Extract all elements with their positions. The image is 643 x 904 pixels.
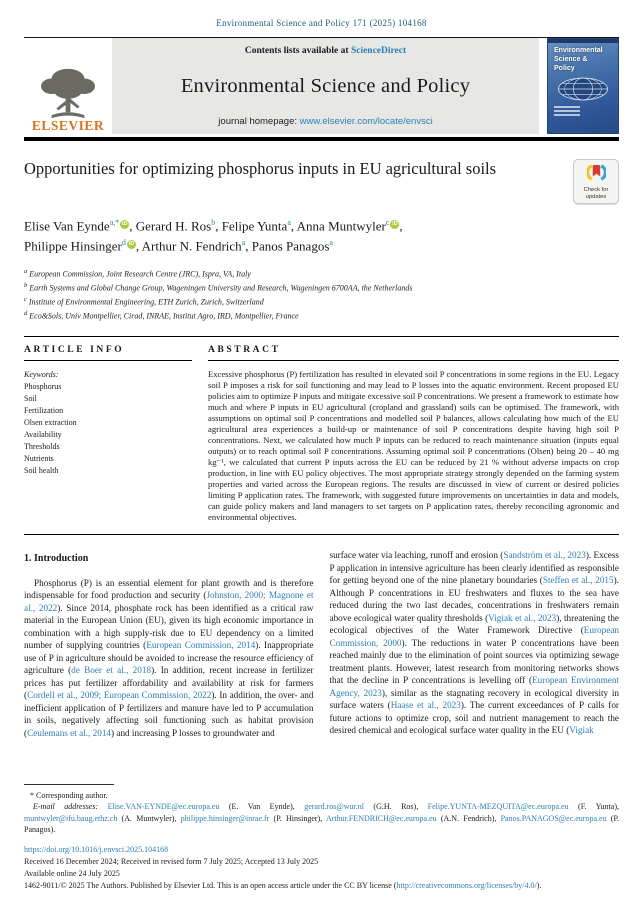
copyright-line: [24, 880, 619, 892]
cover-caption-lines: [548, 106, 580, 118]
text-segment: (A.N. Fendrich),: [436, 813, 501, 823]
orcid-icon[interactable]: iD: [128, 240, 135, 247]
text-segment: ), similar as the stagnating recovery in ecological diversity in surface waters (: [329, 687, 620, 711]
affiliation-item: $^b$ Earth Systems and Global Change Group, Wageningen University and Research, Wageningen 6700AA, the Netherlands: [24, 281, 413, 293]
author-list: [24, 217, 619, 255]
email-addresses: [24, 801, 619, 836]
contents-line: [118, 46, 533, 56]
keyword-item: Phosphorus: [24, 382, 62, 391]
badge-text-line1: Check for: [583, 187, 609, 193]
citation-link[interactable]: de Boer et al., 2018: [71, 665, 152, 676]
email-link[interactable]: gerard.ros@wur.nl: [304, 802, 364, 812]
author-name: Arthur N. Fendrich: [141, 237, 242, 253]
body-left-column: [24, 549, 314, 776]
author-name: Felipe Yunta: [221, 218, 288, 234]
citation-link[interactable]: Cordell et al., 2009; European Commission, 2022: [27, 690, 212, 701]
author-name: Anna Muntwyler: [296, 218, 386, 234]
text-segment: ). In addition, recent increase in fertilizer prices has put fertilizer affordability and availability at risk for farmers (: [24, 665, 314, 701]
sciencedirect-link[interactable]: ScienceDirect: [350, 46, 407, 56]
badge-text-line2: updates: [585, 194, 607, 201]
info-abstract-block: [24, 336, 619, 535]
affiliation-item: $^d$ Eco&Sols, Univ Montpellier, Cirad, INRAE, Institut Agro, IRD, Montpellier, France: [24, 309, 299, 321]
footer-metadata: [24, 844, 619, 892]
text-segment: Phosphorus (P) is an essential element for plant growth and is therefore indispensable for food production and security (: [24, 577, 314, 601]
affiliation-item: $^a$ European Commission, Joint Research Centre (JRC), Ispra, VA, Italy: [24, 267, 251, 279]
keyword-item: Soil health: [24, 466, 59, 475]
text-segment: ), threatening the ecological objectives of the Water Framework Directive (: [329, 612, 620, 636]
text-segment: (F. Yunta),: [568, 802, 619, 812]
author-affiliation-ref: b: [211, 218, 216, 228]
keywords-label: Keywords:: [24, 370, 59, 379]
email-link[interactable]: Arthur.FENDRICH@ec.europa.eu: [325, 813, 437, 823]
affiliation-item: $^c$ Institute of Environmental Engineering, ETH Zurich, Zurich, Switzerland: [24, 295, 264, 307]
orcid-icon[interactable]: iD: [122, 221, 128, 228]
citation-link[interactable]: Vigiak: [569, 725, 594, 736]
check-for-updates-icon: [587, 163, 606, 182]
masthead: [24, 38, 619, 134]
author-separator: ,: [135, 237, 142, 253]
author-affiliation-ref: c: [385, 218, 390, 228]
keyword-item: Nutrients: [24, 454, 54, 463]
citation-link[interactable]: Johnston, 2000; Magnone et al., 2022: [24, 590, 314, 613]
cover-title-line: Policy: [554, 64, 575, 72]
doi-link[interactable]: https://doi.org/10.1016/j.envsci.2025.104168: [24, 845, 169, 854]
text-segment: ). Since 2014, phosphate rock has been identified as a critical raw material in the European Union (EU), given its high economic importance in combination with a high supply-risk due to EU dependency on a limited number of supplying countries (: [24, 602, 314, 651]
cover-title-line: Environmental: [554, 47, 603, 54]
elsevier-logo: [24, 38, 112, 134]
corresponding-author-note: * Corresponding author.: [30, 790, 108, 800]
article-info-column: [24, 345, 192, 523]
author-separator: ,: [129, 218, 136, 234]
text-segment: (P. Panagos).: [24, 813, 619, 835]
text-segment: E-mail addresses:: [33, 802, 108, 812]
journal-cover-image[interactable]: [547, 38, 619, 134]
text-segment: 1462-9011/© 2025 The Authors. Published by Elsevier Ltd. This is an open access article under the CC BY license (: [24, 881, 397, 890]
elsevier-wordmark: ELSEVIER: [31, 118, 105, 133]
author-name: Panos Panagos: [251, 237, 330, 253]
author-affiliation-ref: a: [287, 218, 291, 228]
citation-link[interactable]: European Commission, 2014: [146, 640, 256, 651]
keyword-item: Thresholds: [24, 442, 60, 451]
email-link[interactable]: Panos.PANAGOS@ec.europa.eu: [500, 813, 607, 823]
article-info-heading: ARTICLE INFO: [24, 345, 192, 361]
homepage-link[interactable]: www.elsevier.com/locate/envsci: [299, 116, 433, 127]
author-separator: ,: [290, 218, 297, 234]
license-link[interactable]: http://creativecommons.org/licenses/by/4.0/: [396, 881, 537, 890]
text-segment: (E. Van Eynde),: [219, 802, 305, 812]
cover-title: [548, 47, 603, 73]
body-right-column: [330, 549, 620, 776]
keywords-list: [24, 381, 192, 477]
footnote-block: [24, 784, 619, 836]
keyword-item: Soil: [24, 394, 37, 403]
masthead-banner: [112, 38, 539, 134]
journal-citation-header: Environmental Science and Policy 171 (2025) 104168: [216, 18, 427, 28]
homepage-line: [118, 116, 533, 127]
citation-link[interactable]: European Commission, 2000: [329, 625, 619, 648]
author-name: Elise Van Eynde: [24, 218, 110, 234]
author-affiliation-ref: a: [241, 237, 246, 247]
masthead-bottom-rule: [24, 137, 619, 141]
title-row: [24, 159, 619, 204]
author-affiliation-ref: a,*: [109, 218, 120, 228]
author-affiliation-ref: a: [329, 237, 333, 247]
citation-link[interactable]: Vigiak et al., 2023: [488, 612, 557, 623]
cover-title-line: Science &: [554, 55, 588, 63]
email-link[interactable]: philippe.hinsinger@inrae.fr: [180, 813, 270, 823]
available-online: Available online 24 July 2025: [24, 869, 120, 878]
citation-link[interactable]: European Environment Agency, 2023: [329, 675, 619, 698]
text-segment: ). Inappropriate use of P in agriculture should be avoided to increase the resource efficiency of agriculture (: [24, 640, 314, 676]
keyword-item: Fertilization: [24, 406, 64, 415]
footnote-separator: [24, 784, 114, 785]
author-affiliation-ref: d: [121, 237, 126, 247]
abstract-heading: ABSTRACT: [208, 345, 619, 361]
text-segment: surface water via leaching, runoff and erosion (: [329, 550, 504, 560]
keyword-item: Availability: [24, 430, 62, 439]
author-separator: ,: [399, 218, 403, 234]
author-separator: ,: [245, 237, 252, 253]
text-segment: ). The reductions in water P concentrations have been reached mainly due to the elimination of point sources via optimizing sewage treatment plants. However, latest research from monitoring networks shows that the decline in P concentrations is levelling off (: [329, 637, 619, 686]
section-heading: 1. Introduction: [24, 553, 89, 564]
text-segment: ). Excess P application in intensive agriculture has been clearly identified as responsible for getting beyond one of the nine planetary boundaries (: [329, 550, 619, 586]
contents-prefix: Contents lists available at: [244, 46, 351, 56]
text-segment: ) and increasing P losses to groundwater and: [111, 727, 275, 738]
journal-title: Environmental Science and Policy: [180, 74, 471, 97]
globe-icon: [554, 75, 612, 103]
abstract-column: [208, 345, 619, 523]
email-link[interactable]: muntwyler@ifu.baug.ethz.ch: [24, 813, 118, 823]
text-segment: ). Although P concentrations in EU freshwaters and fluxes to the sea have reduced during the two last decades, concentrations in freshwaters remain above ecological water quality thresholds (: [329, 575, 619, 623]
text-segment: (A. Muntwyler),: [117, 813, 181, 823]
citation-link[interactable]: Ceulemans et al., 2014: [27, 727, 112, 738]
author-name: Philippe Hinsinger: [24, 237, 122, 253]
email-link[interactable]: Elise.VAN-EYNDE@ec.europa.eu: [107, 802, 220, 812]
keyword-item: Olsen extraction: [24, 418, 77, 427]
citation-link[interactable]: Haase et al., 2023: [390, 700, 461, 711]
body-left-paragraph: [24, 577, 314, 740]
author-name: Gerard H. Ros: [135, 218, 212, 234]
affiliation-list: [24, 267, 619, 323]
citation-link[interactable]: Steffen et al., 2015: [542, 575, 614, 586]
email-link[interactable]: Felipe.YUNTA-MEZQUITA@ec.europa.eu: [427, 802, 569, 812]
author-separator: ,: [215, 218, 222, 234]
article-title: Opportunities for optimizing phosphorus inputs in EU agricultural soils: [24, 159, 497, 178]
check-for-updates-badge[interactable]: [573, 159, 619, 204]
cover-top-bar: [548, 39, 618, 43]
received-dates: Received 16 December 2024; Received in revised form 7 July 2025; Accepted 13 July 2025: [24, 857, 319, 866]
body-right-paragraph: [330, 549, 620, 737]
orcid-icon[interactable]: iD: [392, 221, 398, 228]
text-segment: (P. Hinsinger),: [269, 813, 326, 823]
text-segment: ).: [536, 881, 542, 890]
text-segment: ). In addition, the over- and inefficient application of P fertilizers and manure have led to P accumulation in soils, negatively affecting soil functioning such as habitat provision (: [24, 690, 314, 738]
citation-link[interactable]: Sandström et al., 2023: [503, 550, 586, 560]
text-segment: (G.H. Ros),: [363, 802, 428, 812]
elsevier-tree-icon: [39, 66, 97, 120]
homepage-prefix: journal homepage:: [218, 116, 300, 127]
text-segment: ). The current exceedances of P calls for future actions to optimize crop, soil and nutrient management to reach the desired chemical and ecological surface water quality in the EU (: [329, 700, 619, 736]
abstract-text: Excessive phosphorus (P) fertilization has resulted in elevated soil P concentrations in some regions in the EU. Legacy soil P imposes a risk for soil functioning and may lead to P losses into the aquatic environment. Recent proposed EU policies aim to optimize P inputs and mitigate excessive soil P concentrations. We present a framework to estimate how much and where P inputs in EU agricultural (cropland and grassland) soils can be optimised. The framework, with assumptions on optimal soil P concentrations and modelled soil P balances, allows calculating how much of the EU agricultural area experiences a build-up or maintenance of soil P concentrations despite having high soil P concentrations. Next, we calculated how much P inputs can be reduced to reach maintenance situation (inputs equal outputs) or to reach optimal soil P concentrations. Assuming optimal soil P concentrations (Olsen) being 20 – 40 mg kg⁻¹, we calculated that current P inputs across the EU can be reduced by 21 % without adverse impacts on crop production, in line with EU policy objectives. The most appropriate strategy strongly depended on the farming system properties and varied across the European regions. The results are discussed in view of current or desired policies limiting P application rates. The framework, with suggested future improvements on uncertainties in data and models, can guide policy makers and land managers to set targets on P application rates, thereby reconciling agronomic and environmental objectives.: [208, 369, 619, 522]
body-columns: [24, 549, 619, 776]
